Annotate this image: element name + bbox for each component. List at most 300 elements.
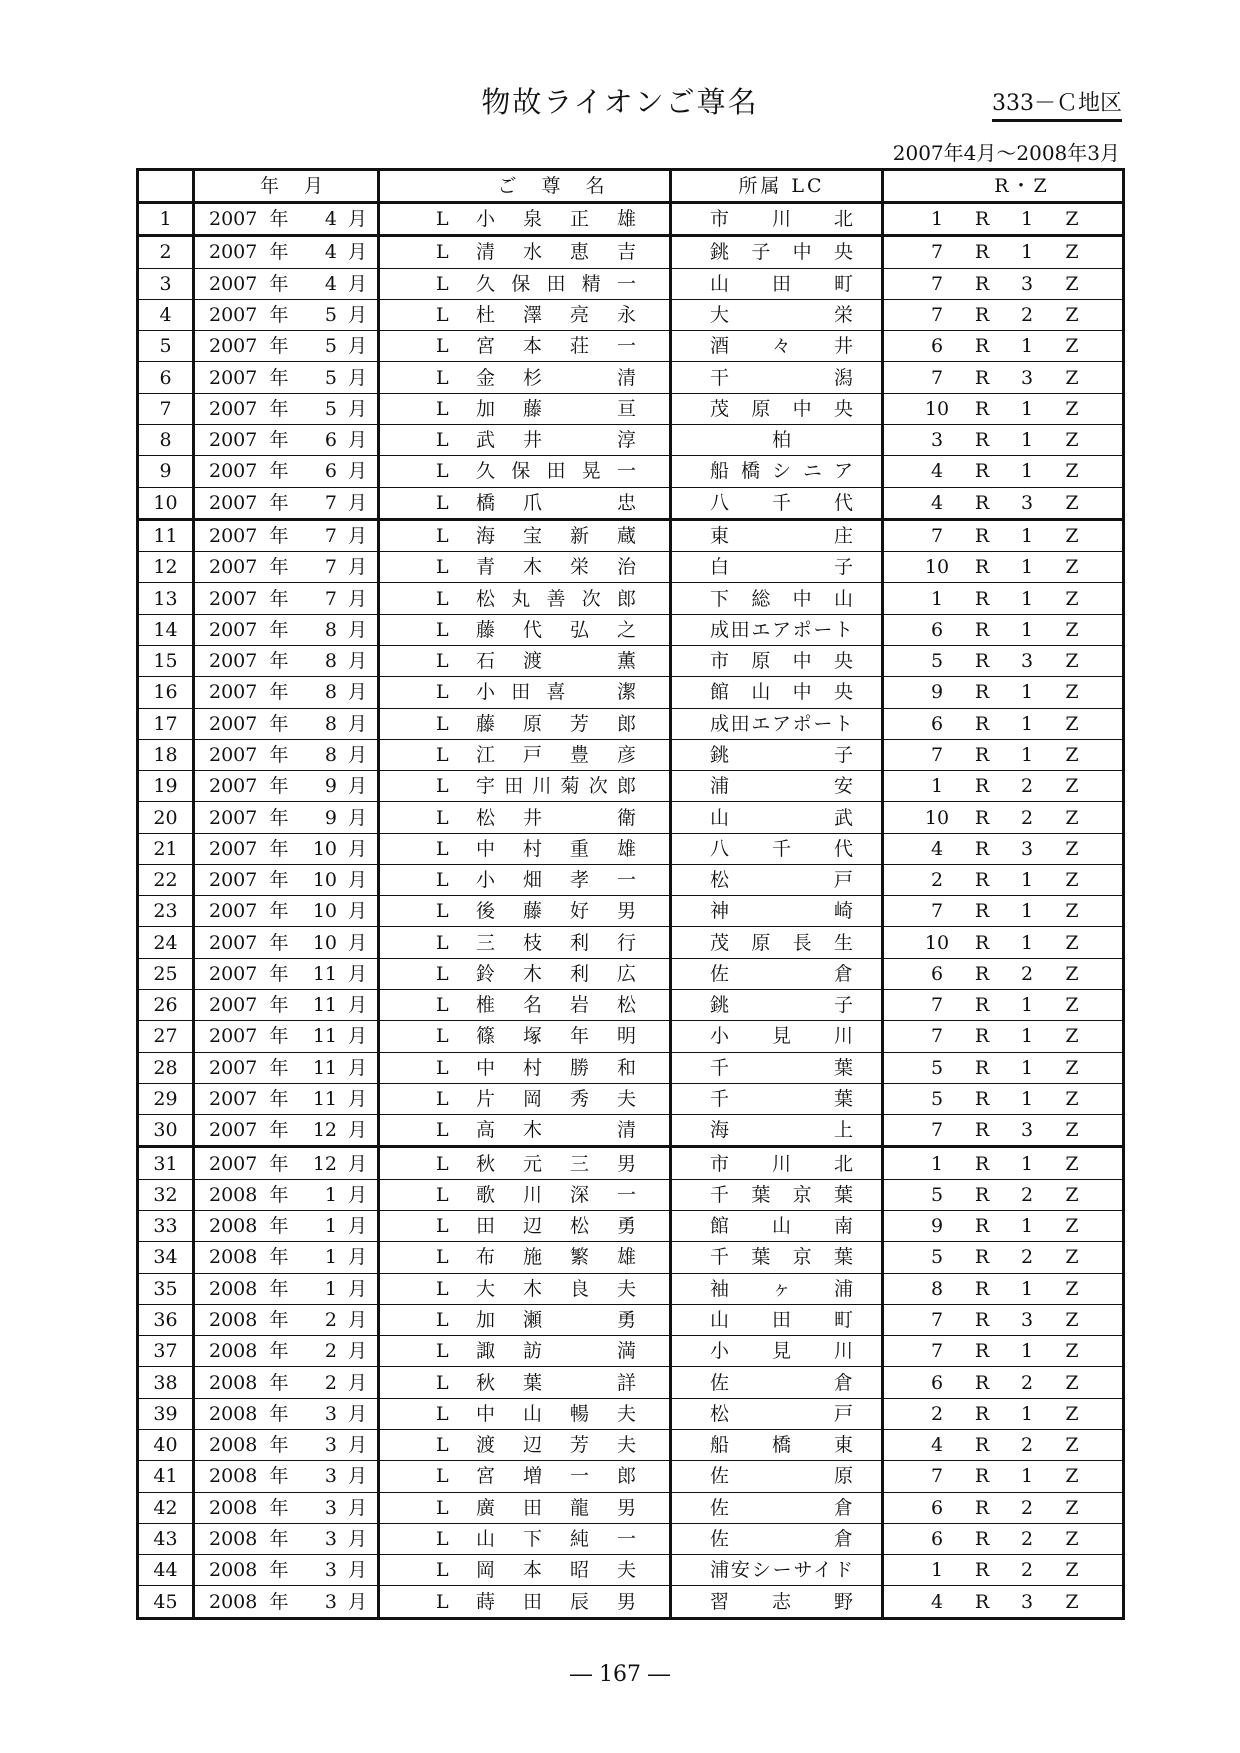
zone-letter: Z xyxy=(1065,460,1079,483)
club-cell xyxy=(671,299,883,330)
death-date xyxy=(194,393,379,424)
name-text: 青木栄治 xyxy=(476,556,636,579)
zone-number: 1 xyxy=(1020,429,1034,452)
table-row xyxy=(138,614,1124,645)
region-zone xyxy=(883,1586,1124,1619)
table-row xyxy=(138,677,1124,708)
year-unit: 年 xyxy=(269,1309,289,1331)
row-number: 40 xyxy=(138,1429,194,1460)
lion-prefix: L xyxy=(436,335,449,358)
region-zone xyxy=(883,771,1124,802)
region-zone xyxy=(883,424,1124,455)
month-unit: 月 xyxy=(347,775,367,798)
member-name xyxy=(379,1242,671,1273)
year-value: 2007 xyxy=(209,712,258,735)
club-name: 船橋東 xyxy=(710,1434,853,1457)
club-cell xyxy=(671,771,883,802)
club-cell xyxy=(671,958,883,989)
zone-letter: Z xyxy=(1065,491,1079,514)
club-cell xyxy=(671,927,883,958)
month-unit: 月 xyxy=(347,460,367,483)
name-text: 後藤好男 xyxy=(476,900,636,923)
club-name: 佐倉 xyxy=(710,1496,853,1519)
lion-prefix: L xyxy=(436,650,449,673)
month-unit: 月 xyxy=(347,806,367,829)
month-value: 6 xyxy=(324,429,337,452)
month-value: 1 xyxy=(324,1277,337,1300)
row-number: 20 xyxy=(138,802,194,833)
member-name xyxy=(379,802,671,833)
year-unit: 年 xyxy=(269,397,289,420)
region-zone xyxy=(883,1083,1124,1114)
member-name xyxy=(379,1555,671,1586)
table-row xyxy=(138,864,1124,895)
region-number: 4 xyxy=(930,491,944,514)
month-unit: 月 xyxy=(347,1246,367,1269)
club-name: 山武 xyxy=(710,806,853,829)
name-text: 藤原芳郎 xyxy=(476,712,636,735)
death-date xyxy=(194,1398,379,1429)
month-value: 8 xyxy=(324,618,337,641)
region-zone xyxy=(883,614,1124,645)
club-name: 市川北 xyxy=(710,208,853,231)
column-header-name: ご 尊 名 xyxy=(379,170,671,203)
region-zone xyxy=(883,268,1124,299)
table-row xyxy=(138,927,1124,958)
year-value: 2007 xyxy=(209,524,258,547)
region-letter: R xyxy=(974,1183,990,1206)
zone-letter: Z xyxy=(1065,1465,1079,1488)
year-unit: 年 xyxy=(269,1559,289,1582)
year-value: 2007 xyxy=(209,962,258,985)
year-unit: 年 xyxy=(269,681,289,704)
year-unit: 年 xyxy=(269,1088,289,1111)
region-letter: R xyxy=(974,1309,990,1331)
table-row xyxy=(138,708,1124,739)
death-date xyxy=(194,456,379,487)
death-date xyxy=(194,1052,379,1083)
region-zone xyxy=(883,583,1124,614)
club-cell xyxy=(671,1273,883,1304)
region-number: 6 xyxy=(930,618,944,641)
lion-prefix: L xyxy=(436,712,449,735)
lion-prefix: L xyxy=(436,397,449,420)
lion-prefix: L xyxy=(436,429,449,452)
zone-number: 2 xyxy=(1020,1496,1034,1519)
table-row xyxy=(138,1273,1124,1304)
month-unit: 月 xyxy=(347,1559,367,1582)
year-value: 2008 xyxy=(209,1434,258,1457)
zone-number: 1 xyxy=(1020,1277,1034,1300)
month-value: 7 xyxy=(324,556,337,579)
year-unit: 年 xyxy=(269,524,289,547)
death-date xyxy=(194,1586,379,1619)
club-name: 浦安 xyxy=(710,775,853,798)
zone-letter: Z xyxy=(1065,335,1079,358)
region-number: 7 xyxy=(930,272,944,295)
club-cell xyxy=(671,456,883,487)
lion-prefix: L xyxy=(436,1371,449,1394)
region-number: 1 xyxy=(930,1152,944,1175)
name-text: 鈴木利広 xyxy=(476,962,636,985)
region-zone xyxy=(883,203,1124,236)
roster-table xyxy=(136,168,1125,1620)
lion-prefix: L xyxy=(436,304,449,326)
month-unit: 月 xyxy=(347,618,367,641)
year-unit: 年 xyxy=(269,556,289,579)
month-unit: 月 xyxy=(347,1371,367,1394)
club-name: 茂原中央 xyxy=(710,397,853,420)
region-number: 5 xyxy=(930,1088,944,1111)
region-zone xyxy=(883,456,1124,487)
month-unit: 月 xyxy=(347,1340,367,1363)
region-number: 7 xyxy=(930,1340,944,1363)
zone-number: 3 xyxy=(1020,650,1034,673)
name-text: 中村重雄 xyxy=(476,837,636,860)
year-unit: 年 xyxy=(269,1152,289,1175)
month-value: 9 xyxy=(324,775,337,798)
row-number: 9 xyxy=(138,456,194,487)
month-value: 4 xyxy=(324,241,337,264)
year-value: 2007 xyxy=(209,587,258,610)
region-letter: R xyxy=(974,1025,990,1048)
zone-letter: Z xyxy=(1065,241,1079,264)
zone-number: 1 xyxy=(1020,208,1034,231)
region-letter: R xyxy=(974,304,990,326)
club-cell xyxy=(671,552,883,583)
zone-letter: Z xyxy=(1065,1309,1079,1331)
year-value: 2008 xyxy=(209,1183,258,1206)
row-number: 33 xyxy=(138,1211,194,1242)
zone-number: 1 xyxy=(1020,618,1034,641)
year-value: 2007 xyxy=(209,335,258,358)
table-row xyxy=(138,299,1124,330)
region-letter: R xyxy=(974,962,990,985)
zone-number: 2 xyxy=(1020,775,1034,798)
region-zone xyxy=(883,1367,1124,1398)
club-name: 習志野 xyxy=(710,1590,853,1613)
member-name xyxy=(379,927,671,958)
month-unit: 月 xyxy=(347,1215,367,1238)
death-date xyxy=(194,708,379,739)
year-value: 2008 xyxy=(209,1496,258,1519)
club-cell xyxy=(671,1147,883,1179)
death-date xyxy=(194,614,379,645)
zone-letter: Z xyxy=(1065,1434,1079,1457)
year-value: 2007 xyxy=(209,650,258,673)
zone-number: 2 xyxy=(1020,1434,1034,1457)
year-value: 2007 xyxy=(209,900,258,923)
lion-prefix: L xyxy=(436,1152,449,1175)
club-cell xyxy=(671,1021,883,1052)
region-letter: R xyxy=(974,1590,990,1613)
region-letter: R xyxy=(974,1277,990,1300)
name-text: 岡本昭夫 xyxy=(476,1559,636,1582)
region-number: 2 xyxy=(930,869,944,892)
zone-letter: Z xyxy=(1065,743,1079,766)
name-text: 加藤 亘 xyxy=(476,397,636,420)
club-name: 千葉 xyxy=(710,1056,853,1079)
member-name xyxy=(379,1586,671,1619)
row-number: 31 xyxy=(138,1147,194,1179)
death-date xyxy=(194,236,379,268)
region-number: 10 xyxy=(924,931,950,954)
row-number: 3 xyxy=(138,268,194,299)
row-number: 6 xyxy=(138,362,194,393)
month-unit: 月 xyxy=(347,1183,367,1206)
death-date xyxy=(194,552,379,583)
member-name xyxy=(379,1147,671,1179)
row-number: 2 xyxy=(138,236,194,268)
row-number: 42 xyxy=(138,1492,194,1523)
zone-number: 3 xyxy=(1020,366,1034,389)
year-unit: 年 xyxy=(269,272,289,295)
row-number: 45 xyxy=(138,1586,194,1619)
club-name: 八千代 xyxy=(710,491,853,514)
lion-prefix: L xyxy=(436,1340,449,1363)
region-number: 5 xyxy=(930,1183,944,1206)
year-value: 2008 xyxy=(209,1309,258,1331)
row-number: 23 xyxy=(138,896,194,927)
month-value: 3 xyxy=(324,1402,337,1425)
club-cell xyxy=(671,1367,883,1398)
death-date xyxy=(194,1083,379,1114)
club-name: 浦安シーサイド xyxy=(710,1559,853,1582)
member-name xyxy=(379,1336,671,1367)
name-text: 布施繁雄 xyxy=(476,1246,636,1269)
death-date xyxy=(194,1523,379,1554)
zone-number: 1 xyxy=(1020,556,1034,579)
year-unit: 年 xyxy=(269,1119,289,1142)
month-unit: 月 xyxy=(347,712,367,735)
region-zone xyxy=(883,958,1124,989)
club-name: 茂原長生 xyxy=(710,931,853,954)
year-value: 2007 xyxy=(209,1119,258,1142)
row-number: 25 xyxy=(138,958,194,989)
zone-number: 2 xyxy=(1020,1246,1034,1269)
club-name: 銚子 xyxy=(710,743,853,766)
region-zone xyxy=(883,1273,1124,1304)
year-value: 2007 xyxy=(209,491,258,514)
row-number: 44 xyxy=(138,1555,194,1586)
lion-prefix: L xyxy=(436,1056,449,1079)
lion-prefix: L xyxy=(436,1402,449,1425)
region-number: 4 xyxy=(930,1590,944,1613)
region-zone xyxy=(883,1147,1124,1179)
region-letter: R xyxy=(974,491,990,514)
member-name xyxy=(379,487,671,519)
month-unit: 月 xyxy=(347,994,367,1017)
member-name xyxy=(379,583,671,614)
region-zone xyxy=(883,1398,1124,1429)
year-unit: 年 xyxy=(269,618,289,641)
zone-letter: Z xyxy=(1065,962,1079,985)
table-row xyxy=(138,456,1124,487)
year-value: 2007 xyxy=(209,1152,258,1175)
region-letter: R xyxy=(974,556,990,579)
month-unit: 月 xyxy=(347,837,367,860)
zone-letter: Z xyxy=(1065,1183,1079,1206)
club-name: 松戸 xyxy=(710,1402,853,1425)
club-cell xyxy=(671,896,883,927)
year-unit: 年 xyxy=(269,208,289,231)
region-zone xyxy=(883,1336,1124,1367)
name-text: 秋葉 詳 xyxy=(476,1371,636,1394)
month-value: 7 xyxy=(324,524,337,547)
name-text: 海宝新蔵 xyxy=(476,524,636,547)
month-value: 11 xyxy=(312,1025,337,1048)
lion-prefix: L xyxy=(436,1590,449,1613)
region-number: 9 xyxy=(930,681,944,704)
table-row xyxy=(138,1083,1124,1114)
row-number: 38 xyxy=(138,1367,194,1398)
year-unit: 年 xyxy=(269,1246,289,1269)
club-name: 柏 xyxy=(771,429,791,452)
month-value: 1 xyxy=(324,1215,337,1238)
row-number: 12 xyxy=(138,552,194,583)
month-value: 12 xyxy=(312,1119,337,1142)
name-text: 清水恵吉 xyxy=(476,241,636,264)
death-date xyxy=(194,424,379,455)
member-name xyxy=(379,1492,671,1523)
region-zone xyxy=(883,393,1124,424)
region-letter: R xyxy=(974,837,990,860)
region-zone xyxy=(883,299,1124,330)
region-number: 7 xyxy=(930,524,944,547)
month-unit: 月 xyxy=(347,743,367,766)
member-name xyxy=(379,1052,671,1083)
zone-number: 2 xyxy=(1020,806,1034,829)
table-row xyxy=(138,1367,1124,1398)
row-number: 15 xyxy=(138,645,194,676)
region-number: 7 xyxy=(930,1119,944,1142)
lion-prefix: L xyxy=(436,1559,449,1582)
zone-number: 1 xyxy=(1020,1056,1034,1079)
member-name xyxy=(379,1304,671,1335)
region-letter: R xyxy=(974,397,990,420)
year-value: 2007 xyxy=(209,1025,258,1048)
region-number: 10 xyxy=(924,806,950,829)
row-number: 28 xyxy=(138,1052,194,1083)
lion-prefix: L xyxy=(436,618,449,641)
year-unit: 年 xyxy=(269,931,289,954)
death-date xyxy=(194,1336,379,1367)
year-unit: 年 xyxy=(269,994,289,1017)
year-unit: 年 xyxy=(269,1025,289,1048)
year-value: 2008 xyxy=(209,1465,258,1488)
club-name: 銚子 xyxy=(710,994,853,1017)
table-row xyxy=(138,802,1124,833)
region-number: 7 xyxy=(930,304,944,326)
year-value: 2008 xyxy=(209,1246,258,1269)
name-text: 三枝利行 xyxy=(476,931,636,954)
name-text: 久保田精一 xyxy=(476,272,636,295)
row-number: 18 xyxy=(138,739,194,770)
table-row xyxy=(138,268,1124,299)
region-letter: R xyxy=(974,806,990,829)
region-letter: R xyxy=(974,1119,990,1142)
month-unit: 月 xyxy=(347,241,367,264)
zone-number: 1 xyxy=(1020,900,1034,923)
club-name: 山田町 xyxy=(710,272,853,295)
club-cell xyxy=(671,802,883,833)
name-text: 蒔田辰男 xyxy=(476,1590,636,1613)
death-date xyxy=(194,487,379,519)
death-date xyxy=(194,1492,379,1523)
zone-letter: Z xyxy=(1065,775,1079,798)
region-letter: R xyxy=(974,429,990,452)
region-zone xyxy=(883,833,1124,864)
zone-number: 1 xyxy=(1020,1152,1034,1175)
lion-prefix: L xyxy=(436,743,449,766)
lion-prefix: L xyxy=(436,994,449,1017)
club-cell xyxy=(671,393,883,424)
table-row xyxy=(138,393,1124,424)
death-date xyxy=(194,1367,379,1398)
year-unit: 年 xyxy=(269,429,289,452)
lion-prefix: L xyxy=(436,931,449,954)
club-cell xyxy=(671,708,883,739)
region-letter: R xyxy=(974,931,990,954)
region-number: 6 xyxy=(930,1371,944,1394)
region-zone xyxy=(883,1555,1124,1586)
table-row xyxy=(138,1429,1124,1460)
row-number: 11 xyxy=(138,519,194,551)
member-name xyxy=(379,393,671,424)
zone-number: 1 xyxy=(1020,460,1034,483)
month-unit: 月 xyxy=(347,1277,367,1300)
zone-number: 1 xyxy=(1020,1025,1034,1048)
row-number: 13 xyxy=(138,583,194,614)
club-name: 干潟 xyxy=(710,366,853,389)
month-unit: 月 xyxy=(347,681,367,704)
table-row xyxy=(138,552,1124,583)
club-cell xyxy=(671,1211,883,1242)
month-unit: 月 xyxy=(347,397,367,420)
member-name xyxy=(379,864,671,895)
table-header-row xyxy=(138,170,1124,203)
zone-number: 3 xyxy=(1020,837,1034,860)
month-unit: 月 xyxy=(347,1434,367,1457)
year-unit: 年 xyxy=(269,1215,289,1238)
year-unit: 年 xyxy=(269,1340,289,1363)
table-row xyxy=(138,1523,1124,1554)
death-date xyxy=(194,1304,379,1335)
club-name: 神崎 xyxy=(710,900,853,923)
member-name xyxy=(379,1523,671,1554)
year-value: 2008 xyxy=(209,1559,258,1582)
zone-letter: Z xyxy=(1065,1527,1079,1550)
club-cell xyxy=(671,1492,883,1523)
death-date xyxy=(194,990,379,1021)
month-value: 12 xyxy=(312,1152,337,1175)
region-letter: R xyxy=(974,524,990,547)
death-date xyxy=(194,1555,379,1586)
region-letter: R xyxy=(974,587,990,610)
club-cell xyxy=(671,677,883,708)
name-text: 武井 淳 xyxy=(476,429,636,452)
table-row xyxy=(138,487,1124,519)
month-value: 11 xyxy=(312,1056,337,1079)
lion-prefix: L xyxy=(436,681,449,704)
zone-number: 1 xyxy=(1020,743,1034,766)
club-cell xyxy=(671,739,883,770)
death-date xyxy=(194,1461,379,1492)
year-value: 2007 xyxy=(209,869,258,892)
month-unit: 月 xyxy=(347,650,367,673)
lion-prefix: L xyxy=(436,1434,449,1457)
month-value: 11 xyxy=(312,994,337,1017)
